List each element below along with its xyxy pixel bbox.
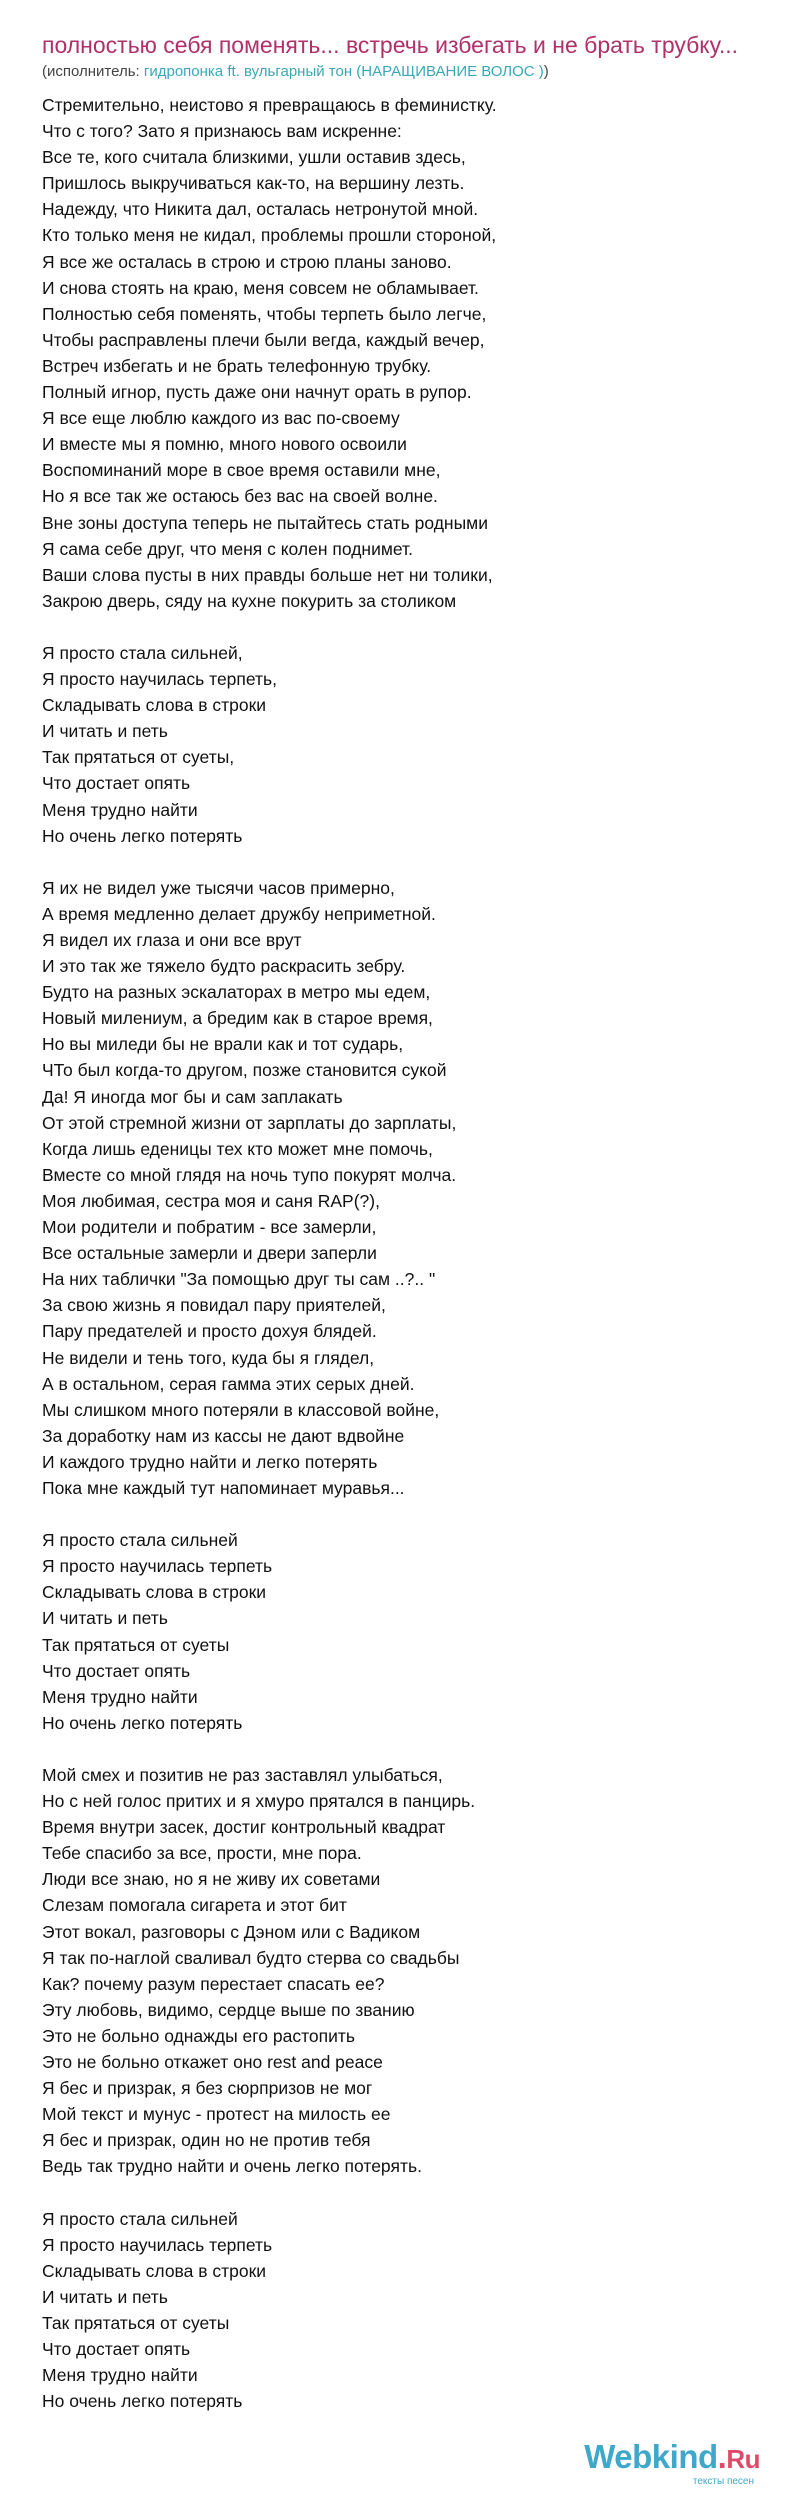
lyric-line: Но очень легко потерять [42, 2391, 243, 2412]
site-logo[interactable] [584, 2440, 760, 2487]
lyric-line: Будто на разных эскалаторах в метро мы едем, [42, 982, 431, 1003]
lyric-line: Так прятаться от суеты [42, 1634, 230, 1655]
lyric-line: На них таблички "За помощью друг ты сам ..?.. " [42, 1269, 436, 1290]
artist-link[interactable]: гидропонка ft. вульгарный тон (НАРАЩИВАНИЕ ВОЛОС ) [143, 63, 544, 80]
lyric-line: И это так же тяжело будто раскрасить зебру. [42, 956, 406, 977]
lyric-line: Ведь так трудно найти и очень легко потерять. [42, 2156, 422, 2177]
lyric-line: Что достает опять [42, 2339, 191, 2360]
lyric-line: И читать и петь [42, 721, 168, 742]
lyric-line: Я видел их глаза и они все врут [42, 930, 302, 950]
lyric-line: Пока мне каждый тут напоминает муравья... [42, 1477, 405, 1498]
lyric-line: Меня трудно найти [42, 799, 198, 820]
lyric-line: Время внутри засек, достиг контрольный квадрат [42, 1817, 446, 1838]
lyric-line: Я так по-наглой сваливал будто стерва со свадьбы [42, 1947, 460, 1968]
lyric-line: Я просто научилась терпеть [42, 1556, 273, 1577]
lyric-line: Все те, кого считала близкими, ушли оставив здесь, [42, 147, 466, 168]
logo-dot: . [717, 2438, 727, 2475]
lyric-line: Когда лишь еденицы тех кто может мне помочь, [42, 1138, 433, 1159]
logo-tagline: тексты песен [692, 2476, 754, 2487]
lyric-line: Мои родители и побратим - все замерли, [42, 1217, 377, 1238]
lyric-line: Я бес и призрак, один но не против тебя [42, 2130, 371, 2151]
lyric-line: Так прятаться от суеты, [42, 747, 235, 768]
lyric-line: Мой текст и мунус - протест на милость ее [42, 2104, 391, 2125]
lyric-line: Я сама себе друг, что меня с колен поднимет. [42, 538, 413, 559]
lyric-line: И читать и петь [42, 2286, 168, 2307]
lyric-line: Да! Я иногда мог бы и сам заплакать [42, 1086, 343, 1107]
lyrics-stanza [42, 1762, 772, 2180]
lyric-line: Вместе со мной глядя на ночь тупо покурят молча. [42, 1164, 457, 1185]
lyric-line: Надежду, что Никита дал, осталась нетронутой мной. [42, 199, 479, 220]
lyric-line: Я бес и призрак, я без сюрпризов не мог [42, 2078, 373, 2099]
lyric-line: Полный игнор, пусть даже они начнут орать в рупор. [42, 382, 472, 403]
lyric-line: Как? почему разум перестает спасать ее? [42, 1973, 385, 1994]
lyric-line: Стремительно, неистово я превращаюсь в феминистку. [42, 95, 497, 115]
lyric-line: И читать и петь [42, 1608, 168, 1629]
lyric-line: Складывать слова в строки [42, 2260, 267, 2281]
lyric-line: Что достает опять [42, 773, 191, 794]
lyric-line: Новый милениум, а бредим как в старое время, [42, 1008, 433, 1029]
lyrics-stanza [42, 640, 772, 849]
lyric-line: Я просто стала сильней [42, 1530, 238, 1551]
lyrics-stanza [42, 875, 772, 1501]
lyric-line: Этот вокал, разговоры с Дэном или с Вадиком [42, 1921, 421, 1942]
lyric-line: Но очень легко потерять [42, 1712, 243, 1733]
lyrics-stanza [42, 1527, 772, 1736]
lyric-line: А в остальном, серая гамма этих серых дней. [42, 1373, 415, 1394]
lyric-line: Не видели и тень того, куда бы я глядел, [42, 1347, 375, 1368]
lyric-line: От этой стремной жизни от зарплаты до зарплаты, [42, 1112, 457, 1133]
logo-tld: Ru [726, 2444, 760, 2474]
lyrics-text [42, 92, 772, 2414]
lyric-line: И снова стоять на краю, меня совсем не обламывает. [42, 277, 479, 298]
lyric-line: Мой смех и позитив не раз заставлял улыбаться, [42, 1765, 443, 1785]
lyric-line: Я просто научилась терпеть [42, 2234, 273, 2255]
lyric-line: Чтобы расправлены плечи были вегда, каждый вечер, [42, 329, 485, 350]
lyric-line: А время медленно делает дружбу неприметной. [42, 903, 436, 924]
logo-wordmark [584, 2440, 760, 2476]
lyric-line: Пару предателей и просто дохуя блядей. [42, 1321, 377, 1342]
lyric-line: Я их не видел уже тысячи часов примерно, [42, 877, 395, 898]
lyric-line: Встреч избегать и не брать телефонную трубку. [42, 355, 432, 376]
lyric-line: Так прятаться от суеты [42, 2312, 230, 2333]
lyric-line: Я все же осталась в строю и строю планы заново. [42, 251, 452, 272]
lyric-line: Все остальные замерли и двери заперли [42, 1243, 377, 1264]
lyric-line: Я все еще люблю каждого из вас по-своему [42, 408, 400, 429]
lyric-line: Люди все знаю, но я не живу их советами [42, 1869, 381, 1890]
lyric-line: Меня трудно найти [42, 1686, 198, 1707]
lyric-line: Это не больно однажды его растопить [42, 2025, 356, 2046]
lyric-line: Вне зоны доступа теперь не пытайтесь стать родными [42, 512, 488, 533]
lyric-line: И каждого трудно найти и легко потерять [42, 1451, 378, 1472]
lyrics-stanza [42, 2206, 772, 2415]
lyric-line: ЧТо был когда-то другом, позже становится сукой [42, 1060, 447, 1081]
lyric-line: За свою жизнь я повидал пару приятелей, [42, 1295, 386, 1316]
lyric-line: Складывать слова в строки [42, 695, 267, 716]
lyric-line: Кто только меня не кидал, проблемы прошли стороной, [42, 225, 497, 246]
lyric-line: Ваши слова пусты в них правды больше нет ни толики, [42, 564, 493, 585]
lyric-line: Тебе спасибо за все, прости, мне пора. [42, 1843, 362, 1864]
lyrics-stanza [42, 92, 772, 614]
lyric-line: Но очень легко потерять [42, 825, 243, 846]
lyric-line: И вместе мы я помню, много нового освоили [42, 434, 407, 455]
lyric-line: Пришлось выкручиваться как-то, на вершину лезть. [42, 173, 465, 194]
lyric-line: Я просто стала сильней [42, 2208, 238, 2229]
lyric-line: Моя любимая, сестра моя и саня RAP(?), [42, 1190, 380, 1211]
page-title: полностью себя поменять... встречь избегать и не брать трубку... [42, 32, 738, 58]
lyric-line: Эту любовь, видимо, сердце выше по званию [42, 1999, 415, 2020]
lyric-line: Что с того? Зато я признаюсь вам искренне: [42, 121, 402, 142]
lyric-line: Слезам помогала сигарета и этот бит [42, 1895, 347, 1916]
lyric-line: Я просто научилась терпеть, [42, 669, 278, 690]
lyric-line: Мы слишком много потеряли в классовой войне, [42, 1399, 440, 1420]
lyric-line: Закрою дверь, сяду на кухне покурить за столиком [42, 590, 457, 611]
lyric-line: Но я все так же остаюсь без вас на своей волне. [42, 486, 438, 507]
lyric-line: Воспоминаний море в свое время оставили мне, [42, 460, 441, 481]
lyric-line: Полностью себя поменять, чтобы терпеть было легче, [42, 303, 487, 324]
lyric-line: Но вы миледи бы не врали как и тот сударь, [42, 1034, 404, 1055]
artist-byline [42, 62, 772, 82]
lyric-line: Складывать слова в строки [42, 1582, 267, 1603]
byline-suffix: ) [543, 63, 549, 80]
logo-main-text: Webkind [584, 2438, 718, 2475]
lyric-line: Меня трудно найти [42, 2365, 198, 2386]
lyric-line: Что достает опять [42, 1660, 191, 1681]
byline-prefix: (исполнитель: [42, 63, 144, 80]
lyric-line: Это не больно откажет оно rest and peace [42, 2052, 383, 2073]
lyric-line: За доработку нам из кассы не дают вдвойне [42, 1425, 405, 1446]
lyric-line: Я просто стала сильней, [42, 642, 243, 663]
lyric-line: Но с ней голос притих и я хмуро прятался в панцирь. [42, 1791, 476, 1812]
lyrics-page [42, 30, 772, 2440]
